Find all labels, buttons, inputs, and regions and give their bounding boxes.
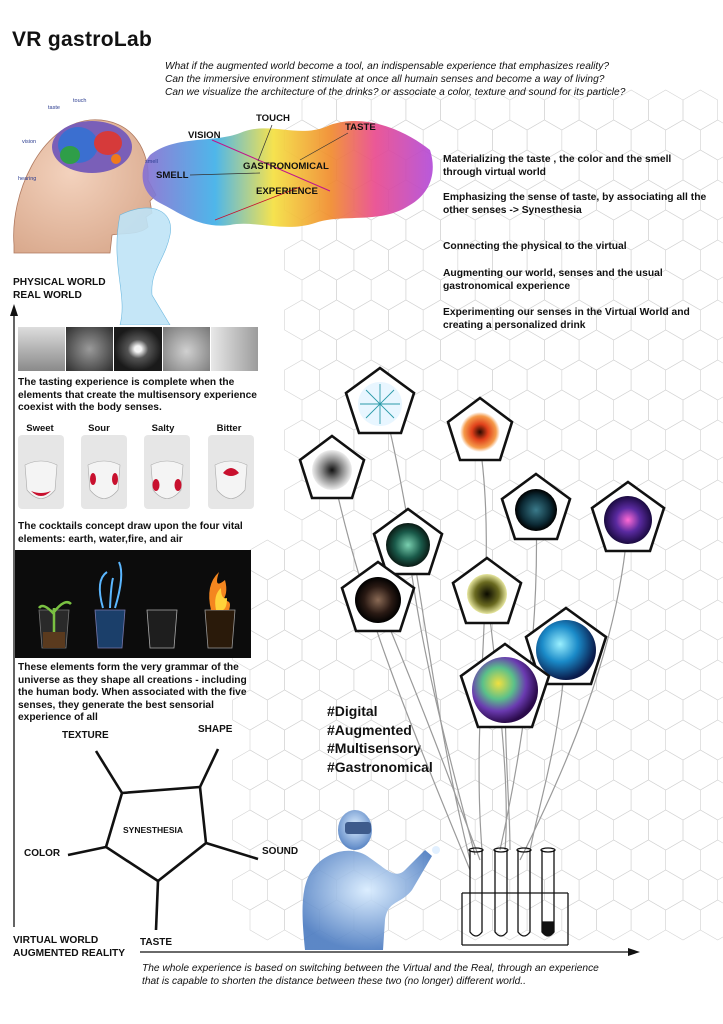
tasting-paragraph: The tasting experience is complete when the elements that create the multisensory experience coexist with the body senses. [18,377,257,413]
molecule-pentagon [453,558,521,623]
test-tube [469,848,483,936]
sense-label-touch: TOUCH [256,113,290,124]
pentagon-label-sound: SOUND [262,846,299,857]
axis-label-virtual: VIRTUAL WORLD AUGMENTED REALITY [13,935,126,959]
hashtag: #Augmented [327,721,412,738]
sense-label-taste: TASTE [345,122,376,133]
taste-label-bitter: Bitter [216,423,242,434]
hashtag: #Multisensory [327,740,422,756]
hashtag: #Gastronomical [327,758,433,775]
pentagon-label-color: COLOR [24,848,61,859]
molecule-pentagon [346,368,414,433]
taste-label-sweet: Sweet [26,423,54,434]
sense-label-experience: EXPERIENCE [256,186,318,197]
question-line: What if the augmented world become a tool, an indispensable experience that emphasizes reality? [165,61,609,72]
synesthesia-label: SYNESTHESIA [123,825,183,835]
page-title: VR gastroLab [12,28,153,51]
axis-label-physical: PHYSICAL WORLD REAL WORLD [13,277,106,301]
molecule-pentagon [502,474,570,539]
vr-headset-icon [345,822,371,834]
test-tube [517,848,531,936]
bullet-item: Connecting the physical to the virtual [443,241,627,252]
sense-label-smell: SMELL [156,170,189,181]
test-tube [494,848,508,936]
vr-user-figure [303,810,440,950]
bullet-item: Materializing the taste , the color and the smell through virtual world [443,154,672,178]
sense-label-gastronomical: GASTRONOMICAL [243,161,329,172]
molecule-pentagon [592,482,664,551]
brain-label-touch: touch [73,98,87,104]
brain-label-taste: taste [48,105,60,111]
molecule-pentagon [448,398,512,460]
pentagon-label-taste: TASTE [140,937,173,948]
footer-text: The whole experience is based on switching between the Virtual and the Real, through an experience that is capable to shorten the distance between these two (no longer) different world.. [142,963,599,987]
pentagon-label-texture: TEXTURE [62,730,109,741]
hashtag: #Digital [327,703,378,719]
cocktails-paragraph: The cocktails concept draw upon the four vital elements: earth, water,fire, and air [18,521,243,545]
brain-label-vision: vision [22,139,37,145]
sense-label-vision: VISION [188,130,221,141]
test-tube-rack [462,848,568,945]
question-line: Can we visualize the architecture of the drinks? or associate a color, texture and sound for its particle? [165,87,626,98]
grammar-paragraph: These elements form the very grammar of the universe as they shape all creations - including the human body. When associated with the five senses, they generate the best sensorial experience of all [18,662,247,723]
taste-label-salty: Salty [151,423,175,434]
bullet-item: Experimenting our senses in the Virtual World and creating a personalized drink [443,307,690,331]
pentagon-label-shape: SHAPE [198,724,233,735]
bullet-item: Emphasizing the sense of taste, by associating all the other senses -> Synesthesia [443,192,707,216]
question-line: Can the immersive environment stimulate at once all humain senses and become a way of living? [165,74,605,85]
molecule-pentagon [374,509,442,574]
bullet-item: Augmenting our world, senses and the usual gastronomical experience [443,268,663,292]
brain-label-hearing: hearing [18,176,37,182]
brain-label-smell: smell [145,159,158,165]
molecule-pentagon [300,436,364,498]
taste-label-sour: Sour [88,423,110,434]
